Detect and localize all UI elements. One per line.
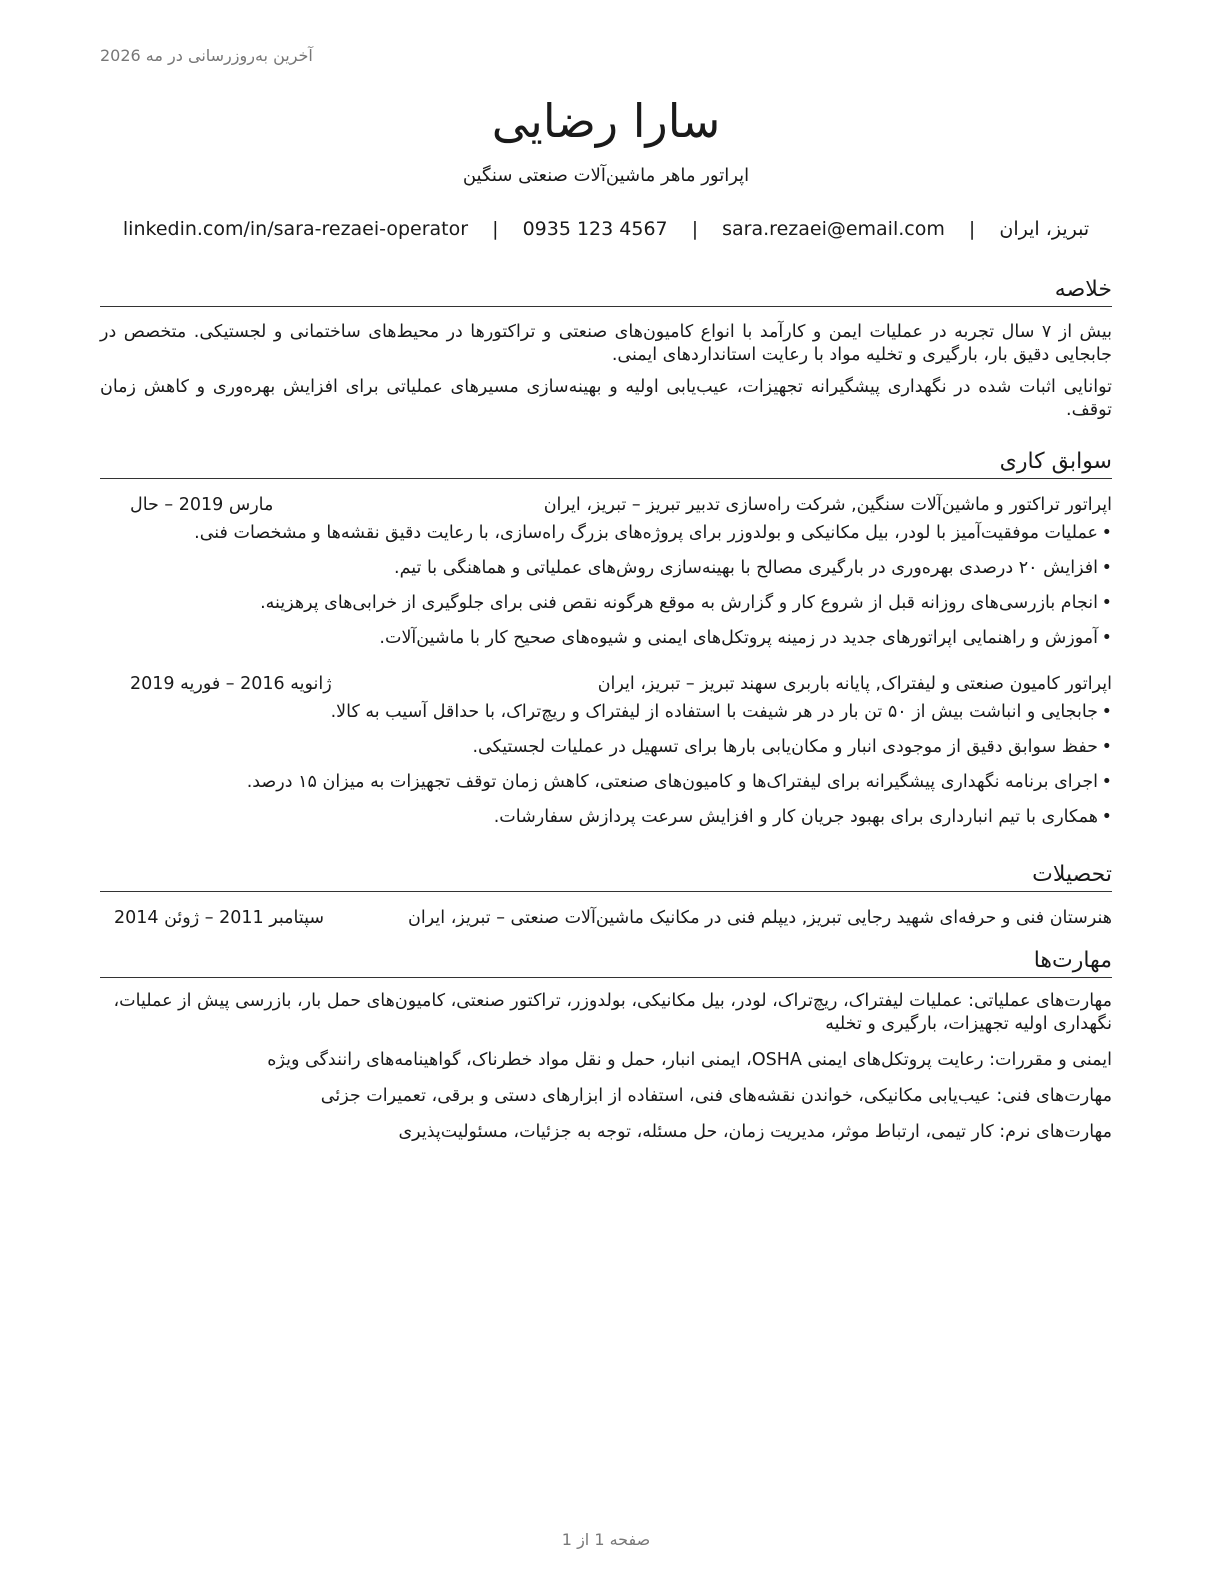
job-bullet (100, 700, 1112, 724)
page-number: صفحه 1 از 1 (561, 1530, 651, 1549)
contact-separator: | (492, 218, 499, 240)
job-bullet-text: انجام بازرسی‌های روزانه قبل از شروع کار و گزارش به موقع هرگونه نقص فنی برای جلوگیری از خرابی‌های پرهزینه. (260, 593, 1098, 613)
job-role-company: اپراتور کامیون صنعتی و لیفتراک, پایانه باربری سهند تبریز – تبریز، ایران (597, 674, 1112, 694)
job-bullet (100, 626, 1112, 650)
skill-line: مهارت‌های فنی: عیب‌یابی مکانیکی، خواندن نقشه‌های فنی، استفاده از ابزارهای دستی و برقی، تعمیرات جزئی (320, 1086, 1112, 1106)
skills-section (100, 947, 1112, 1144)
contact-separator: | (691, 218, 699, 240)
job-bullets (100, 700, 1112, 829)
bullet-marker: • (1101, 593, 1112, 613)
resume-page (100, 0, 1112, 1584)
bullet-marker: • (1101, 702, 1112, 722)
job-bullet (100, 805, 1112, 829)
contact-linkedin[interactable]: linkedin.com/in/sara-rezaei-operator (122, 218, 469, 240)
education-dates: سپتامبر 2011 – ژوئن 2014 (114, 908, 325, 928)
experience-heading: سوابق کاری (100, 448, 1112, 479)
education-school-degree: هنرستان فنی و حرفه‌ای شهید رجایی تبریز, دیپلم فنی در مکانیک ماشین‌آلات صنعتی – تبریز، ایران (408, 908, 1112, 928)
candidate-name: سارا رضایی (491, 94, 721, 148)
resume-header (100, 92, 1112, 242)
bullet-marker: • (1101, 807, 1112, 827)
summary-paragraph: بیش از ۷ سال تجربه در عملیات ایمن و کارآمد با انواع کامیون‌های صنعتی و تراکتورها در محیط‌های ساختمانی و لجستیکی. متخصص در جابجایی دقیق بار، بارگیری و تخلیه مواد با رعایت استانداردهای ایمنی. (100, 322, 1112, 365)
job-dates: ژانویه 2016 – فوریه 2019 (130, 674, 332, 694)
bullet-marker: • (1101, 628, 1112, 648)
summary-heading: خلاصه (100, 276, 1112, 307)
job-bullet (100, 591, 1112, 615)
skill-line: مهارت‌های نرم: کار تیمی، ارتباط موثر، مدیریت زمان، حل مسئله، توجه به جزئیات، مسئولیت‌پذیری (398, 1122, 1112, 1142)
job-bullet (100, 521, 1112, 545)
skill-line: مهارت‌های عملیاتی: عملیات لیفتراک، ریچ‌تراک، لودر، بیل مکانیکی، بولدوزر، تراکتور صنعتی، کامیون‌های حمل بار، بازرسی پیش از عملیات، نگهداری اولیه تجهیزات، بارگیری و تخلیه (113, 991, 1112, 1034)
job-bullets (100, 521, 1112, 650)
education-heading: تحصیلات (100, 861, 1112, 892)
bullet-marker: • (1101, 558, 1112, 578)
bullet-marker: • (1101, 772, 1112, 792)
education-entry (100, 906, 1112, 930)
job-role-company: اپراتور تراکتور و ماشین‌آلات سنگین, شرکت راه‌سازی تدبیر تبریز – تبریز، ایران (543, 495, 1112, 515)
bullet-marker: • (1101, 737, 1112, 757)
summary-paragraph: توانایی اثبات شده در نگهداری پیشگیرانه تجهیزات، عیب‌یابی اولیه و بهینه‌سازی مسیرهای عملیاتی برای افزایش بهره‌وری و کاهش زمان توقف. (100, 377, 1112, 420)
summary-section (100, 276, 1112, 422)
contact-separator: | (968, 218, 976, 240)
skills-heading: مهارت‌ها (100, 947, 1112, 978)
job-bullet (100, 770, 1112, 794)
contact-location: تبریز، ایران (999, 218, 1090, 240)
skill-line: ایمنی و مقررات: رعایت پروتکل‌های ایمنی OSHA، ایمنی انبار، حمل و نقل مواد خطرناک، گواهینامه‌های رانندگی ویژه (267, 1050, 1112, 1070)
education-section (100, 861, 1112, 930)
job-bullet-text: اجرای برنامه نگهداری پیشگیرانه برای لیفتراک‌ها و کامیون‌های صنعتی، کاهش زمان توقف تجهیزات به میزان ۱۵ درصد. (246, 772, 1098, 792)
experience-section (100, 448, 1112, 840)
bullet-marker: • (1101, 523, 1112, 543)
job-dates: مارس 2019 – حال (130, 495, 274, 515)
candidate-title: اپراتور ماهر ماشین‌آلات صنعتی سنگین (462, 165, 750, 186)
job-bullet-text: حفظ سوابق دقیق از موجودی انبار و مکان‌یابی بارها برای تسهیل در عملیات لجستیکی. (472, 737, 1098, 757)
last-updated-note: آخرین به‌روزرسانی در مه 2026 (100, 46, 313, 65)
contact-email[interactable]: sara.rezaei@email.com (722, 218, 945, 240)
job-bullet-text: آموزش و راهنمایی اپراتورهای جدید در زمینه پروتکل‌های ایمنی و شیوه‌های صحیح کار با ماشین‌آلات. (379, 628, 1098, 648)
job-bullet-text: عملیات موفقیت‌آمیز با لودر، بیل مکانیکی و بولدوزر برای پروژه‌های بزرگ راه‌سازی، با رعایت دقیق نقشه‌ها و مشخصات فنی. (194, 523, 1098, 543)
job-header (100, 493, 1112, 517)
job-bullet-text: همکاری با تیم انبارداری برای بهبود جریان کار و افزایش سرعت پردازش سفارشات. (493, 807, 1098, 827)
job-header (100, 672, 1112, 696)
contact-line (100, 216, 1112, 242)
job-bullet-text: جابجایی و انباشت بیش از ۵۰ تن بار در هر شیفت با استفاده از لیفتراک و ریچ‌تراک، با حداقل آسیب به کالا. (330, 702, 1098, 722)
job-bullet (100, 556, 1112, 580)
job-bullet-text: افزایش ۲۰ درصدی بهره‌وری در بارگیری مصالح با بهینه‌سازی روش‌های عملیاتی و هماهنگی با تیم. (394, 558, 1098, 578)
job-bullet (100, 735, 1112, 759)
contact-phone[interactable]: 0935 123 4567 (522, 218, 668, 240)
